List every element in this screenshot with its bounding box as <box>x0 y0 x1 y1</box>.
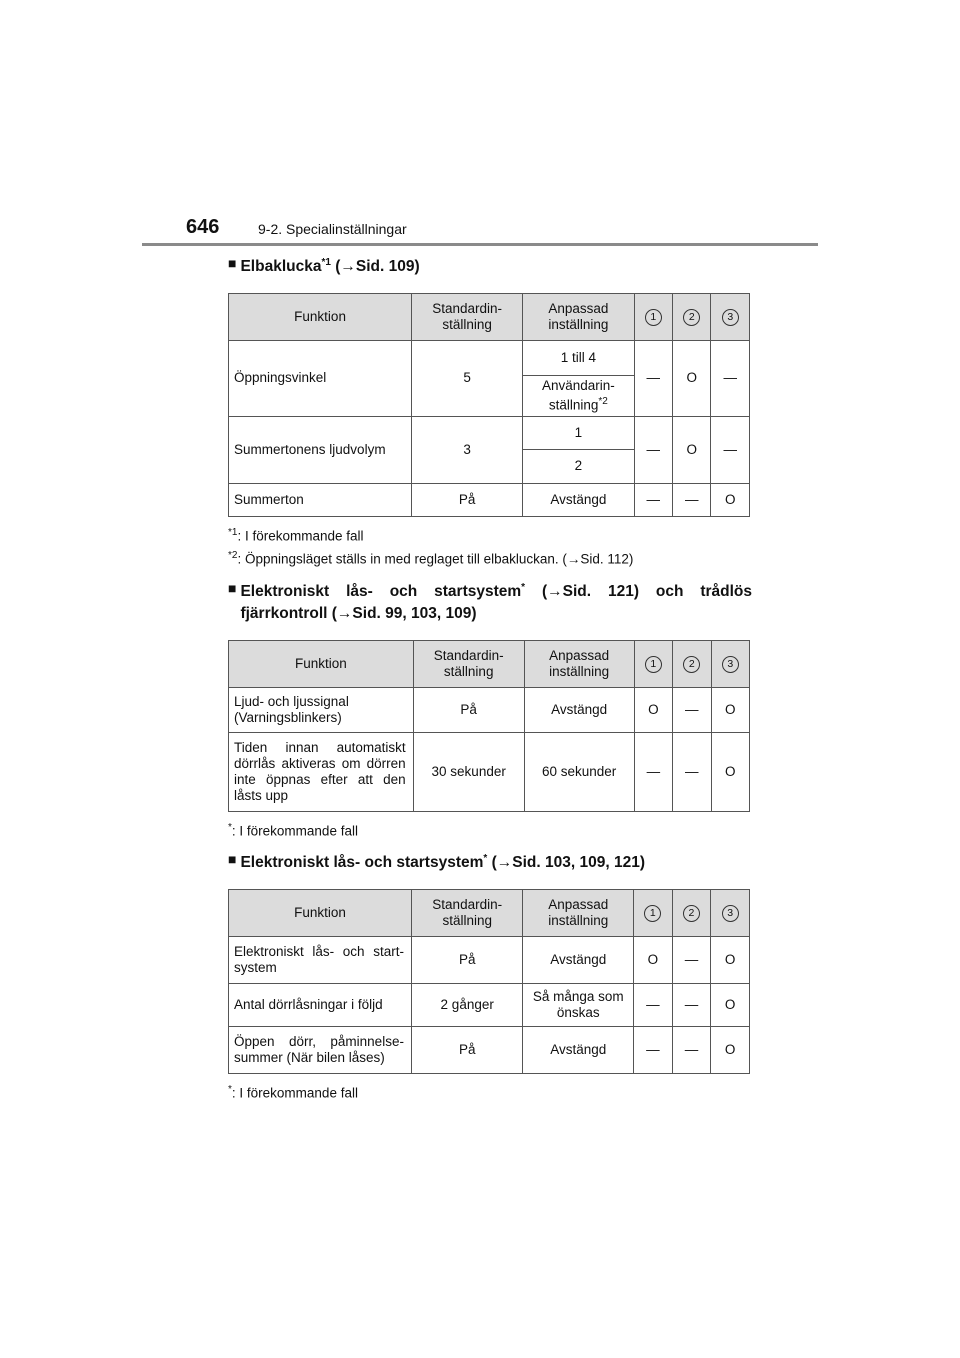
column-header-1: 1 <box>634 890 673 937</box>
column-header-1: 1 <box>634 294 672 341</box>
page-reference: (→Sid. 109) <box>335 258 420 276</box>
column-header-custom: Anpassad inställning <box>523 890 634 937</box>
standard-cell: 3 <box>412 416 523 483</box>
column-header-standard: Standardin-ställning <box>413 640 524 687</box>
standard-cell: På <box>411 1027 523 1074</box>
column-header-2: 2 <box>673 294 711 341</box>
custom-cell: 1 <box>523 416 634 450</box>
footnote: *: I förekommande fall <box>228 1084 358 1101</box>
chapter-title: 9-2. Specialinställningar <box>258 221 407 237</box>
flag-cell: — <box>672 937 711 984</box>
table-row <box>229 483 750 516</box>
column-header-standard: Standardin-ställning <box>411 890 523 937</box>
flag-cell: — <box>711 341 750 417</box>
custom-cell: Avstängd <box>523 1027 634 1074</box>
function-cell: Summertonens ljudvolym <box>229 416 412 483</box>
standard-cell: 30 sekunder <box>413 732 524 811</box>
standard-cell: 5 <box>412 341 523 417</box>
column-header-function: Funktion <box>229 294 412 341</box>
table-header-row <box>229 890 750 937</box>
page-reference: (→Sid. 121) och trådlös fjärrkontroll (→Sid. 99, 103, 109) <box>240 582 753 622</box>
column-header-3: 3 <box>711 640 749 687</box>
section-heading <box>228 848 752 874</box>
function-cell: Elektroniskt lås- och start-system <box>229 937 412 984</box>
custom-cell: Användarin-ställning$^{*2}$ <box>523 376 634 417</box>
table-row <box>229 687 750 732</box>
settings-table <box>228 640 750 812</box>
column-header-3: 3 <box>711 294 750 341</box>
column-header-2: 2 <box>672 890 711 937</box>
flag-cell: — <box>672 984 711 1027</box>
table-header-row <box>229 640 750 687</box>
column-header-3: 3 <box>711 890 750 937</box>
footnote: $^{*1}$: I förekommande fall <box>228 526 364 544</box>
page-reference: (→Sid. 103, 109, 121) <box>491 854 645 872</box>
flag-cell: O <box>711 1027 750 1074</box>
function-cell: Antal dörrlåsningar i följd <box>229 984 412 1027</box>
flag-cell: O <box>673 341 711 417</box>
section-marker-icon: ■ <box>228 579 237 596</box>
custom-cell: 1 till 4 <box>523 341 634 376</box>
table-row <box>229 937 750 984</box>
section-title: Elbaklucka <box>240 258 322 276</box>
function-cell: Ljud- och ljussignal (Varningsblinkers) <box>229 687 414 732</box>
table-header-row <box>229 294 750 341</box>
section-title: Elektroniskt lås- och startsystem <box>240 854 484 872</box>
footnote-marker: * <box>521 581 526 593</box>
standard-cell: På <box>413 687 524 732</box>
table-row <box>229 732 750 811</box>
custom-cell: Avstängd <box>523 483 634 516</box>
flag-cell: — <box>711 416 750 483</box>
footnote: *: I förekommande fall <box>228 821 358 839</box>
section-marker-icon: ■ <box>228 255 237 271</box>
section-heading <box>228 577 752 625</box>
custom-cell: Så många som önskas <box>523 984 634 1027</box>
page-number: 646 <box>186 216 220 238</box>
function-cell: Öppningsvinkel <box>229 341 412 417</box>
function-cell: Öppen dörr, påminnelse-summer (När bilen låses) <box>229 1027 412 1074</box>
flag-cell: — <box>673 732 711 811</box>
table-row <box>229 984 750 1027</box>
flag-cell: O <box>673 416 711 483</box>
settings-table <box>228 293 750 517</box>
flag-cell: O <box>634 687 672 732</box>
flag-cell: — <box>673 687 711 732</box>
flag-cell: — <box>634 416 672 483</box>
column-header-custom: Anpassad inställning <box>523 294 634 341</box>
column-header-function: Funktion <box>229 890 412 937</box>
column-header-custom: Anpassad inställning <box>524 640 634 687</box>
footnote-marker: *1 <box>321 257 331 268</box>
flag-cell: O <box>711 687 749 732</box>
flag-cell: — <box>634 341 672 417</box>
column-header-function: Funktion <box>229 640 414 687</box>
column-header-standard: Standardin-ställning <box>412 294 523 341</box>
standard-cell: På <box>411 937 523 984</box>
function-cell: Tiden innan automatiskt dörrlås aktiveras om dörren inte öppnas efter att den låsts upp <box>229 732 414 811</box>
flag-cell: O <box>711 732 749 811</box>
flag-cell: — <box>634 1027 673 1074</box>
flag-cell: — <box>634 483 672 516</box>
page-content <box>228 252 752 1111</box>
custom-cell: Avstängd <box>523 937 634 984</box>
custom-cell: 2 <box>523 450 634 484</box>
custom-cell: 60 sekunder <box>524 732 634 811</box>
standard-cell: 2 gånger <box>411 984 523 1027</box>
section-heading <box>228 252 752 278</box>
flag-cell: O <box>711 984 750 1027</box>
table-row <box>229 416 750 450</box>
flag-cell: — <box>634 984 673 1027</box>
footnote-marker: * <box>483 853 488 865</box>
flag-cell: — <box>634 732 672 811</box>
flag-cell: O <box>711 937 750 984</box>
column-header-2: 2 <box>673 640 711 687</box>
flag-cell: O <box>711 483 750 516</box>
custom-cell: Avstängd <box>524 687 634 732</box>
column-header-1: 1 <box>634 640 672 687</box>
settings-table <box>228 889 750 1074</box>
section-title: Elektroniskt lås- och startsystem <box>240 582 522 600</box>
standard-cell: På <box>412 483 523 516</box>
flag-cell: — <box>673 483 711 516</box>
flag-cell: — <box>672 1027 711 1074</box>
table-row <box>229 1027 750 1074</box>
flag-cell: O <box>634 937 673 984</box>
section-marker-icon: ■ <box>228 851 237 868</box>
table-row <box>229 341 750 376</box>
header-divider <box>142 243 818 246</box>
function-cell: Summerton <box>229 483 412 516</box>
footnote: $^{*2}$: Öppningsläget ställs in med reglaget till elbakluckan. (→Sid. 112) <box>228 550 634 567</box>
